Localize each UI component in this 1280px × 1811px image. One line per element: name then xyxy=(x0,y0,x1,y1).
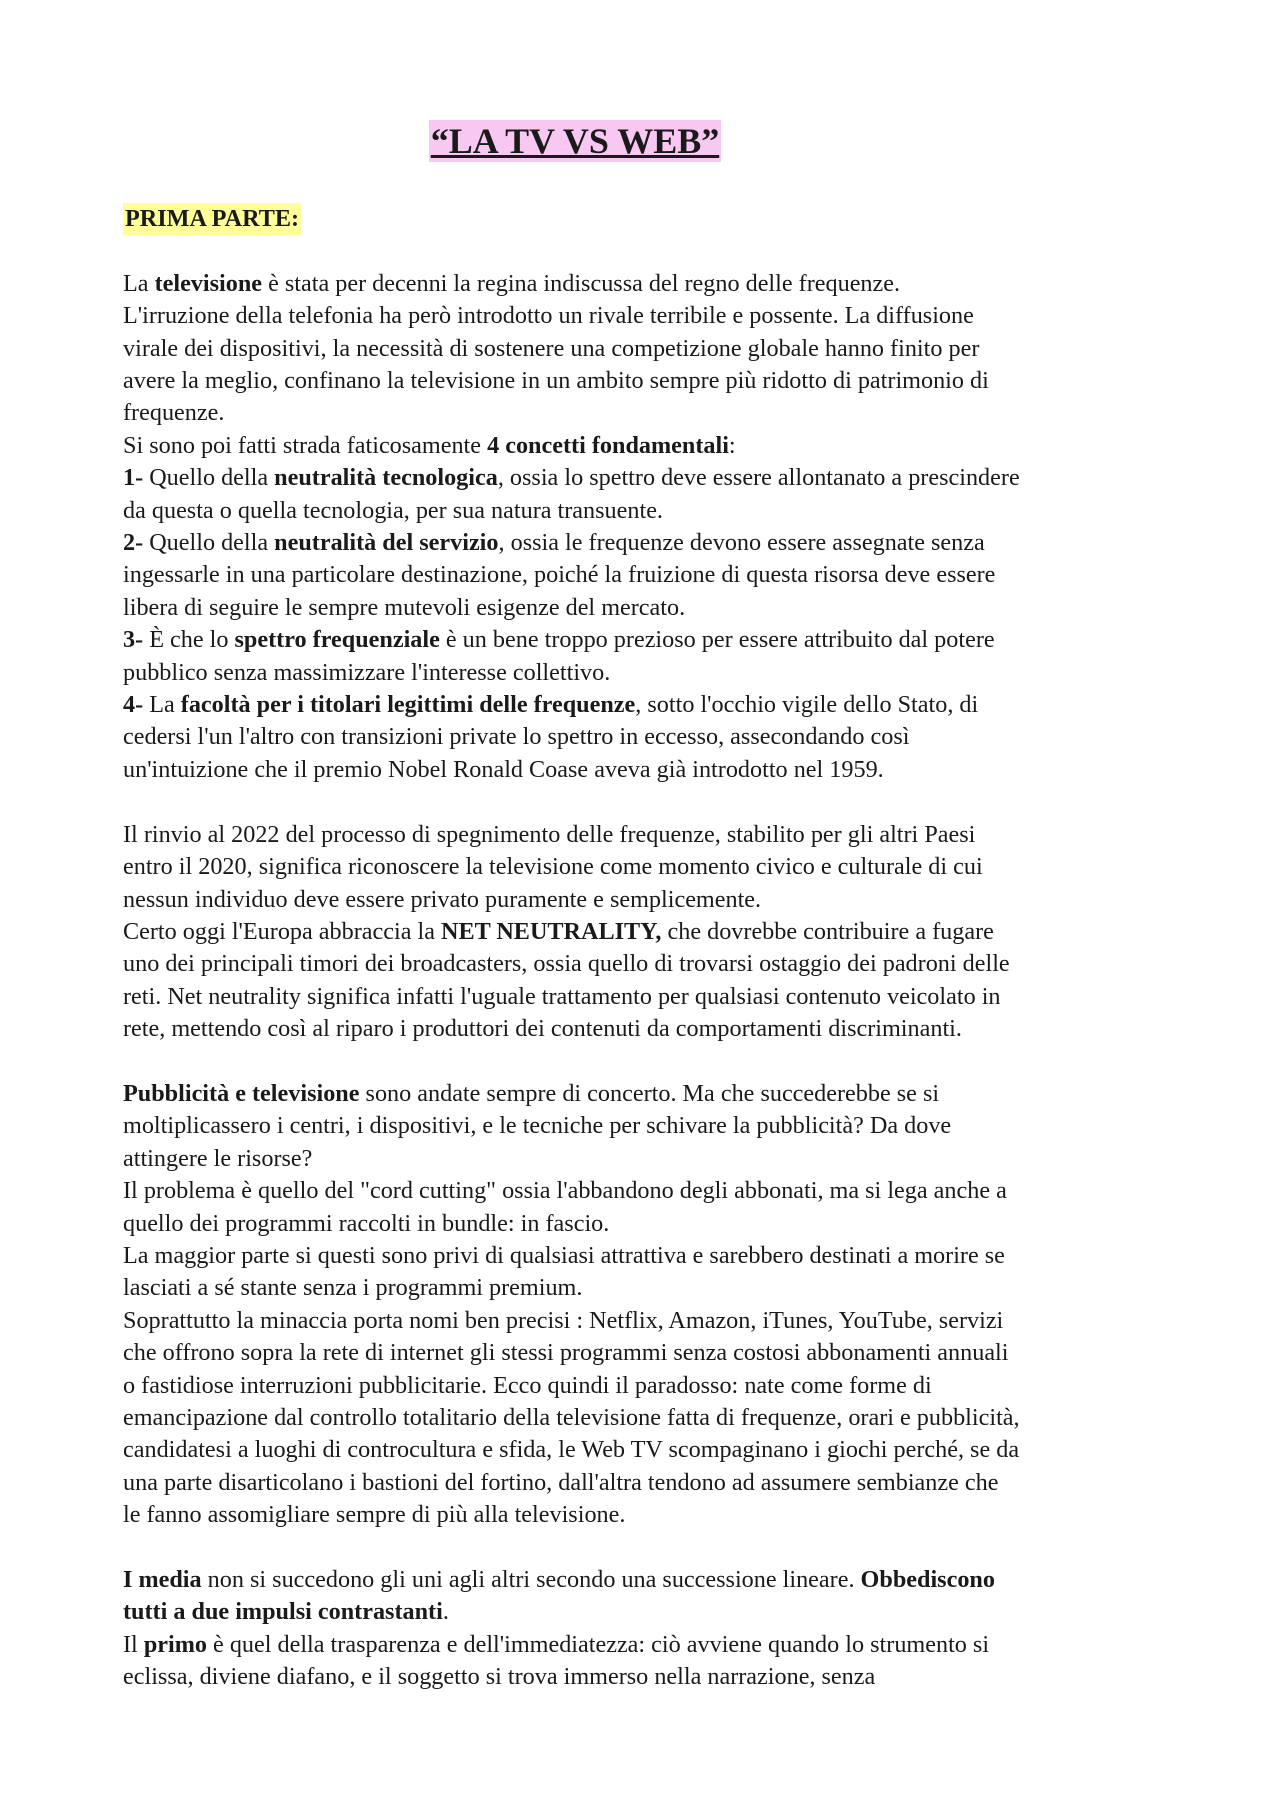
paragraph-line: La maggior parte si questi sono privi di qualsiasi attrattiva e sarebbero destinati a morire se xyxy=(123,1241,1005,1269)
paragraph-line: una parte disarticolano i bastioni del fortino, dall'altra tendono ad assumere sembianze che xyxy=(123,1468,999,1496)
paragraph-line: Pubblicità e televisione sono andate sempre di concerto. Ma che succederebbe se si xyxy=(123,1079,940,1107)
paragraph-line: moltiplicassero i centri, i dispositivi, e le tecniche per schivare la pubblicità? Da dove xyxy=(123,1112,952,1140)
paragraph-line: avere la meglio, confinano la televisione in un ambito sempre più ridotto di patrimonio di xyxy=(123,367,989,395)
paragraph-line: Si sono poi fatti strada faticosamente 4 concetti fondamentali: xyxy=(123,431,736,459)
paragraph-line: Il primo è quel della trasparenza e dell'immediatezza: ciò avviene quando lo strumento si xyxy=(123,1630,990,1658)
section-heading: PRIMA PARTE: xyxy=(123,203,301,235)
paragraph-line: emancipazione dal controllo totalitario della televisione fatta di frequenze, orari e pubblicità, xyxy=(123,1403,1020,1431)
paragraph-line: attingere le risorse? xyxy=(123,1144,313,1172)
document-body xyxy=(123,203,1183,1694)
paragraph-line: La televisione è stata per decenni la regina indiscussa del regno delle frequenze. xyxy=(123,269,901,297)
list-item: 3- È che lo spettro frequenziale è un bene troppo prezioso per essere attribuito dal potere xyxy=(123,626,995,654)
list-item: 1- Quello della neutralità tecnologica, ossia lo spettro deve essere allontanato a prescindere xyxy=(123,464,1020,492)
list-item: 2- Quello della neutralità del servizio, ossia le frequenze devono essere assegnate senza xyxy=(123,529,985,557)
document-title: “LA TV VS WEB” xyxy=(430,121,720,161)
paragraph-line: virale dei dispositivi, la necessità di sostenere una competizione globale hanno finito per xyxy=(123,334,980,362)
paragraph-line: Il rinvio al 2022 del processo di spegnimento delle frequenze, stabilito per gli altri Paesi xyxy=(123,820,976,848)
paragraph-line: L'irruzione della telefonia ha però introdotto un rivale terribile e possente. La diffusione xyxy=(123,302,974,330)
paragraph-line: libera di seguire le sempre mutevoli esigenze del mercato. xyxy=(123,593,686,621)
paragraph-line: uno dei principali timori dei broadcasters, ossia quello di trovarsi ostaggio dei padroni delle xyxy=(123,950,1010,978)
paragraph-line: che offrono sopra la rete di internet gli stessi programmi senza costosi abbonamenti annuali xyxy=(123,1339,1009,1367)
paragraph-line: le fanno assomigliare sempre di più alla televisione. xyxy=(123,1501,626,1529)
paragraph-line: entro il 2020, significa riconoscere la televisione come momento civico e culturale di cui xyxy=(123,853,983,881)
paragraph-line: rete, mettendo così al riparo i produttori dei contenuti da comportamenti discriminanti. xyxy=(123,1015,962,1043)
paragraph-line: ingessarle in una particolare destinazione, poiché la fruizione di questa risorsa deve essere xyxy=(123,561,996,589)
paragraph-line: lasciati a sé stante senza i programmi premium. xyxy=(123,1274,583,1302)
paragraph-line: o fastidiose interruzioni pubblicitarie. Ecco quindi il paradosso: nate come forme di xyxy=(123,1371,932,1399)
paragraph-line: pubblico senza massimizzare l'interesse collettivo. xyxy=(123,658,611,686)
paragraph-line: quello dei programmi raccolti in bundle: in fascio. xyxy=(123,1209,610,1237)
paragraph-line: Soprattutto la minaccia porta nomi ben precisi : Netflix, Amazon, iTunes, YouTube, servizi xyxy=(123,1306,1004,1334)
paragraph-line: candidatesi a luoghi di controcultura e sfida, le Web TV scompaginano i giochi perché, se da xyxy=(123,1436,1020,1464)
paragraph-line: tutti a due impulsi contrastanti. xyxy=(123,1598,449,1626)
paragraph-line: Certo oggi l'Europa abbraccia la NET NEUTRALITY, che dovrebbe contribuire a fugare xyxy=(123,917,994,945)
paragraph-line: cedersi l'un l'altro con transizioni private lo spettro in eccesso, assecondando così xyxy=(123,723,910,751)
paragraph-line: frequenze. xyxy=(123,399,225,427)
paragraph-line: nessun individuo deve essere privato puramente e semplicemente. xyxy=(123,885,762,913)
paragraph-line: un'intuizione che il premio Nobel Ronald Coase aveva già introdotto nel 1959. xyxy=(123,755,884,783)
paragraph-line: I media non si succedono gli uni agli altri secondo una successione lineare. Obbediscono xyxy=(123,1566,995,1593)
paragraph-line: Il problema è quello del "cord cutting" ossia l'abbandono degli abbonati, ma si lega anche a xyxy=(123,1177,1007,1205)
paragraph-line: eclissa, diviene diafano, e il soggetto si trova immerso nella narrazione, senza xyxy=(123,1663,876,1691)
paragraph-line: da questa o quella tecnologia, per sua natura transuente. xyxy=(123,496,663,524)
list-item: 4- La facoltà per i titolari legittimi delle frequenze, sotto l'occhio vigile dello Stato, di xyxy=(123,691,979,719)
paragraph-line: reti. Net neutrality significa infatti l'uguale trattamento per qualsiasi contenuto veicolato in xyxy=(123,982,1001,1010)
title-container xyxy=(0,120,1150,162)
